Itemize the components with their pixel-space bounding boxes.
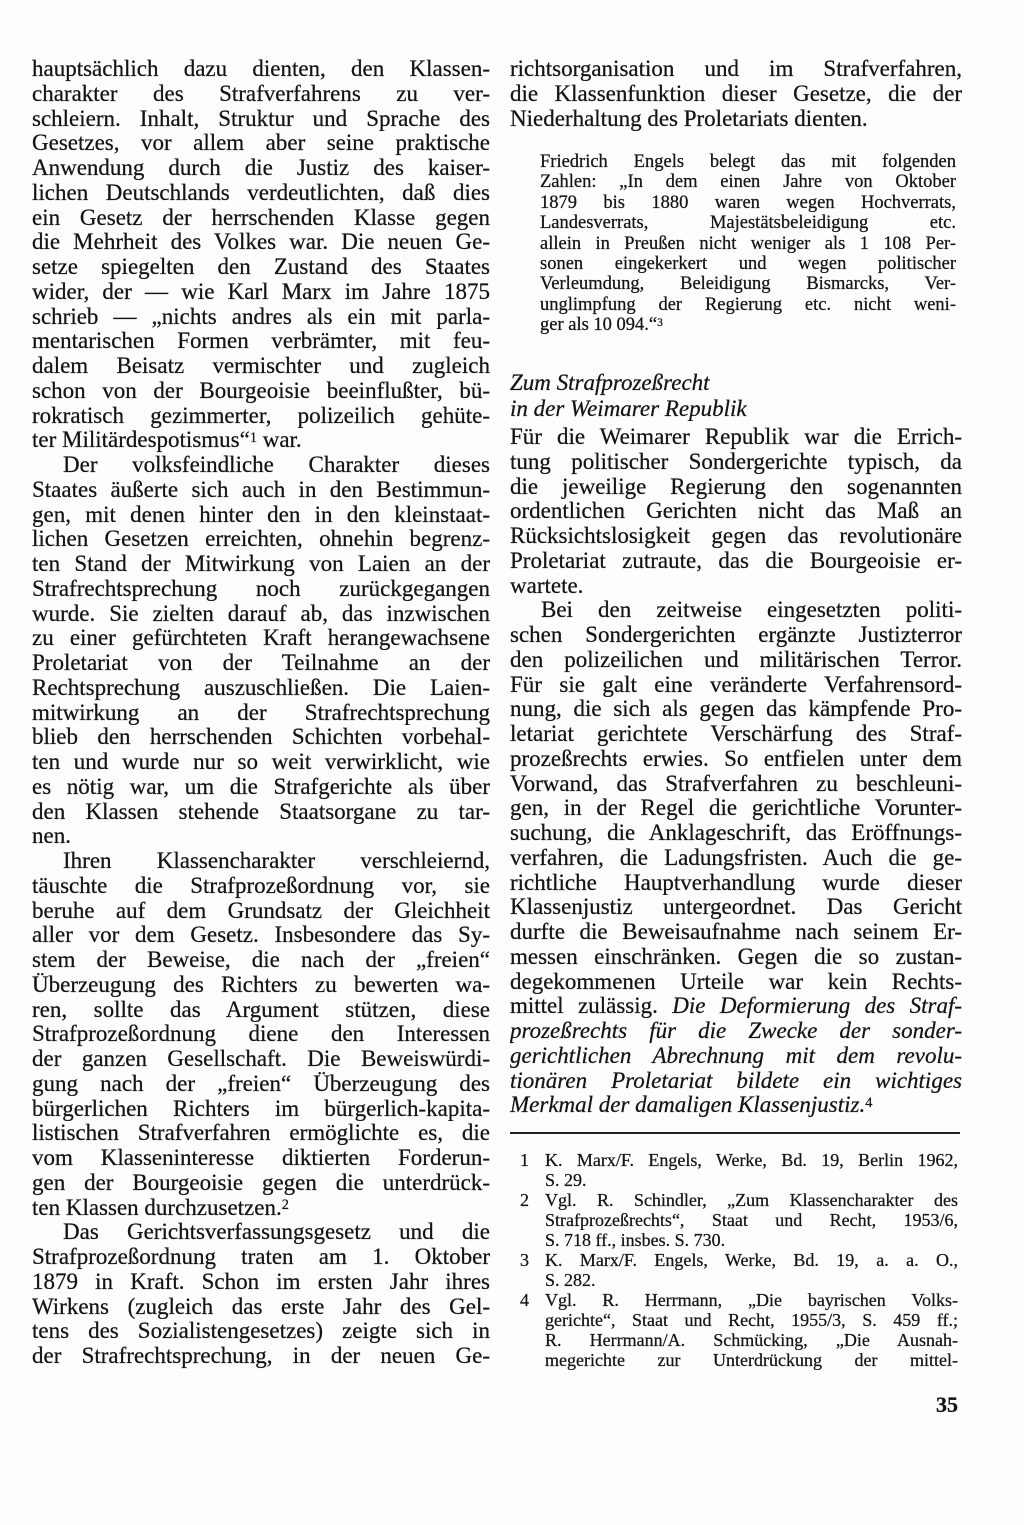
text-line: beruhe auf dem Grundsatz der Gleichheit bbox=[32, 898, 490, 923]
text-line: gen, mit denen hinter den in den kleinstaat- bbox=[32, 502, 490, 527]
text-line: Der volksfeindliche Charakter dieses bbox=[63, 453, 490, 477]
text-line bbox=[510, 1019, 962, 1044]
text-line: ein Gesetz der herrschenden Klasse gegen bbox=[32, 205, 490, 230]
text-line: Rechtsprechung auszuschließen. Die Laien- bbox=[32, 675, 490, 700]
text-line: Friedrich Engels belegt das mit folgenden bbox=[540, 152, 956, 172]
text-line: schon von der Bourgeoisie beeinflußter, bü- bbox=[32, 378, 490, 403]
text-line: hauptsächlich dazu dienten, den Klassen- bbox=[32, 57, 490, 81]
footnote-number: 4 bbox=[520, 1290, 529, 1310]
text-line: Vgl. R. Herrmann, „Die bayrischen Volks- bbox=[545, 1290, 958, 1310]
paragraph bbox=[32, 453, 490, 849]
text-line: bürgerlichen Richters im bürgerlich-kapita- bbox=[32, 1096, 490, 1121]
italic-text: Merkmal der damaligen Klassenjustiz. bbox=[510, 1093, 866, 1118]
text-line: der Strafrechtsprechung, in der neuen Ge- bbox=[32, 1344, 490, 1368]
text-line: in der Weimarer Republik bbox=[510, 395, 747, 421]
text-line: R. Herrmann/A. Schmücking, „Die Ausnah- bbox=[545, 1330, 958, 1350]
text-line: Proletariat von der Teilnahme an der bbox=[32, 651, 490, 675]
text-line: dalem Beisatz vermischter und zugleich bbox=[32, 354, 490, 378]
footnote bbox=[510, 1150, 958, 1190]
text-line: Für die Weimarer Republik war die Errich- bbox=[510, 425, 962, 449]
text-line: gen, in der Regel die gerichtliche Vorunter- bbox=[510, 796, 962, 821]
text-line: Strafprozeßordnung diene den Interessen bbox=[32, 1022, 490, 1047]
text-line: allein in Preußen nicht weniger als 1 108 Per- bbox=[540, 233, 956, 254]
footnote-reference: 3 bbox=[657, 316, 663, 329]
footnote-number: 1 bbox=[520, 1150, 529, 1170]
text-line: Landesverrats, Majestätsbeleidigung etc. bbox=[540, 213, 956, 234]
text-line: degekommenen Urteile war kein Rechts- bbox=[510, 969, 962, 994]
italic-text: Die Deformierung des Straf- bbox=[672, 994, 962, 1019]
text-line: S. 29. bbox=[545, 1170, 587, 1190]
text-line: blieb den herrschenden Schichten vorbehal- bbox=[32, 725, 490, 750]
text-line: letariat gerichtete Verschärfung des Straf- bbox=[510, 722, 962, 746]
italic-text: prozeßrechts für die Zwecke der sonder- bbox=[510, 1019, 962, 1043]
paragraph bbox=[510, 57, 962, 131]
text-line: mentarischen Formen verbrämter, mit feu- bbox=[32, 329, 490, 354]
text-line: verfahren, die Ladungsfristen. Auch die ge- bbox=[510, 845, 962, 870]
text-segment: mittel zulässig. bbox=[510, 994, 673, 1019]
text-line: Für sie galt eine veränderte Verfahrensord- bbox=[510, 672, 962, 697]
text-line: K. Marx/F. Engels, Werke, Bd. 19, Berlin 1962, bbox=[545, 1150, 958, 1170]
text-line: es nötig war, um die Strafgerichte als über bbox=[32, 774, 490, 799]
text-line: ordentlichen Gerichten nicht das Maß an bbox=[510, 499, 962, 524]
right-column-body bbox=[510, 425, 962, 1118]
text-line: die jeweilige Regierung den sogenannten bbox=[510, 474, 962, 499]
text-line: wurde. Sie zielten darauf ab, das inzwischen bbox=[32, 601, 490, 626]
text-line: tens des Sozialistengesetzes) zeigte sich in bbox=[32, 1319, 490, 1344]
text-line: Überzeugung des Richters zu bewerten wa- bbox=[32, 972, 490, 997]
text-line: die Klassenfunktion dieser Gesetze, die der bbox=[510, 81, 962, 106]
text-segment: ger als 10 094.“ bbox=[540, 315, 658, 336]
paragraph bbox=[510, 425, 962, 598]
text-line bbox=[32, 1196, 490, 1221]
text-line: nen. bbox=[32, 824, 71, 849]
text-line: Strafprozeßrechts“, Staat und Recht, 1953/6, bbox=[545, 1210, 958, 1230]
text-line: richtsorganisation und im Strafverfahren, bbox=[510, 57, 962, 81]
text-line: ten Stand der Mitwirkung von Laien an der bbox=[32, 552, 490, 576]
text-line: tung politischer Sondergerichte typisch, da bbox=[510, 449, 962, 474]
italic-text: tionären Proletariat bildete ein wichtiges bbox=[510, 1068, 962, 1093]
text-segment: ter Militärdespotismus“ bbox=[32, 428, 250, 453]
text-segment: war. bbox=[256, 428, 302, 453]
text-line: gen der Bourgeoisie gegen die unterdrück- bbox=[32, 1170, 490, 1195]
text-line bbox=[510, 1093, 962, 1118]
text-line: charakter des Strafverfahrens zu ver- bbox=[32, 81, 490, 106]
text-line: die Mehrheit des Volkes war. Die neuen Ge- bbox=[32, 230, 490, 255]
page-number: 35 bbox=[936, 1392, 958, 1417]
text-line: unglimpfung der Regierung etc. nicht weni- bbox=[540, 294, 956, 315]
text-line: den polizeilichen und militärischen Terror. bbox=[510, 647, 962, 672]
text-line: gerichte“, Staat und Recht, 1955/3, S. 459 ff.; bbox=[545, 1310, 958, 1330]
text-segment: ten Klassen durchzusetzen. bbox=[32, 1195, 282, 1220]
text-line: 1879 in Kraft. Schon im ersten Jahr ihres bbox=[32, 1269, 490, 1294]
text-line: K. Marx/F. Engels, Werke, Bd. 19, a. a. O., bbox=[545, 1250, 958, 1270]
text-line: wartete. bbox=[510, 573, 584, 598]
text-line bbox=[540, 315, 956, 335]
text-line: lichen Deutschlands verdeutlichten, daß dies bbox=[32, 180, 490, 205]
italic-text: gerichtlichen Abrechnung mit dem revolu- bbox=[510, 1043, 962, 1068]
text-line: täuschte die Strafprozeßordnung vor, sie bbox=[32, 873, 490, 898]
section-heading bbox=[510, 370, 962, 421]
text-line: schleiern. Inhalt, Struktur und Sprache des bbox=[32, 106, 490, 131]
text-line: messen einschränken. Gegen die so zustan- bbox=[510, 944, 962, 969]
text-line: durfte die Beweisaufnahme nach seinem Er- bbox=[510, 920, 962, 944]
text-line: megerichte zur Unterdrückung der mittel- bbox=[545, 1350, 958, 1370]
text-line: Wirkens (zugleich das erste Jahr des Gel- bbox=[32, 1294, 490, 1319]
text-line: den Klassen stehende Staatsorgane zu tar- bbox=[32, 799, 490, 824]
footnote-number: 2 bbox=[520, 1190, 529, 1210]
text-line: zu einer gefürchteten Kraft herangewachsene bbox=[32, 626, 490, 651]
text-line bbox=[510, 1069, 962, 1094]
text-line: schen Sondergerichten ergänzte Justizterror bbox=[510, 623, 962, 647]
text-line: mitwirkung an der Strafrechtsprechung bbox=[32, 700, 490, 725]
text-line: Vgl. R. Schindler, „Zum Klassencharakter des bbox=[545, 1190, 958, 1210]
text-line: aller vor dem Gesetz. Insbesondere das Sy- bbox=[32, 923, 490, 948]
paragraph bbox=[32, 57, 490, 453]
text-line: Klassenjustiz untergeordnet. Das Gericht bbox=[510, 895, 962, 920]
text-line bbox=[510, 1044, 962, 1069]
footnote-text bbox=[545, 1290, 958, 1370]
text-line: vom Klasseninteresse diktierten Forderun- bbox=[32, 1146, 490, 1170]
text-line: Verleumdung, Beleidigung Bismarcks, Ver- bbox=[540, 274, 956, 295]
text-line: Staates äußerte sich auch in den Bestimmun- bbox=[32, 477, 490, 502]
text-line: Strafrechtsprechung noch zurückgegangen bbox=[32, 576, 490, 601]
footnote bbox=[510, 1250, 958, 1290]
text-line: Ihren Klassencharakter verschleiernd, bbox=[63, 849, 490, 873]
text-line: ten und wurde nur so weit verwirklicht, wie bbox=[32, 750, 490, 774]
text-line bbox=[32, 428, 490, 453]
text-line: Zahlen: „In dem einen Jahre von Oktober bbox=[540, 172, 956, 193]
text-line: gung nach der „freien“ Überzeugung des bbox=[32, 1071, 490, 1096]
text-line: Niederhaltung des Proletariats dienten. bbox=[510, 106, 868, 131]
paragraph bbox=[510, 598, 962, 1118]
text-line: Gesetzes, vor allem aber seine praktische bbox=[32, 131, 490, 156]
footnote-text bbox=[545, 1190, 958, 1250]
text-line: Das Gerichtsverfassungsgesetz und die bbox=[63, 1220, 490, 1245]
left-column bbox=[32, 57, 490, 1369]
footnote-text bbox=[545, 1150, 958, 1190]
text-line: lichen Gesetzen erreichten, ohnehin begrenz- bbox=[32, 527, 490, 552]
text-line: Zum Strafprozeßrecht bbox=[510, 370, 710, 395]
text-line: S. 718 ff., insbes. S. 730. bbox=[545, 1230, 726, 1250]
text-line: schrieb — „nichts andres als ein mit parla- bbox=[32, 304, 490, 329]
footnote-rule bbox=[510, 1132, 960, 1134]
text-line bbox=[510, 994, 962, 1019]
quotation-block bbox=[540, 152, 956, 336]
text-line: Proletariat zutraute, das die Bourgeoisie er- bbox=[510, 548, 962, 573]
text-line: sonen eingekerkert und wegen politischer bbox=[540, 253, 956, 274]
footnote bbox=[510, 1190, 958, 1250]
footnote-reference: 4 bbox=[865, 1094, 873, 1111]
text-line: Rücksichtslosigkeit gegen das revolutionäre bbox=[510, 524, 962, 548]
footnote-reference: 2 bbox=[281, 1196, 289, 1213]
text-line: wider, der — wie Karl Marx im Jahre 1875 bbox=[32, 279, 490, 304]
text-line: 1879 bis 1880 waren wegen Hochverrats, bbox=[540, 192, 956, 213]
footnote-text bbox=[545, 1250, 958, 1290]
paragraph bbox=[32, 1220, 490, 1369]
text-line: der ganzen Gesellschaft. Die Beweiswürdi- bbox=[32, 1047, 490, 1071]
text-line: Strafprozeßordnung traten am 1. Oktober bbox=[32, 1245, 490, 1269]
footnote bbox=[510, 1290, 958, 1370]
text-line: Bei den zeitweise eingesetzten politi- bbox=[541, 598, 962, 623]
text-line: nung, die sich als gegen das kämpfende Pro- bbox=[510, 697, 962, 722]
text-line: prozeßrechts erwies. So entfielen unter dem bbox=[510, 746, 962, 771]
footnotes bbox=[510, 1150, 958, 1370]
text-line: stem der Beweise, die nach der „freien“ bbox=[32, 948, 490, 972]
text-line: setze spiegelten den Zustand des Staates bbox=[32, 255, 490, 279]
footnote-number: 3 bbox=[520, 1250, 529, 1270]
paragraph bbox=[32, 849, 490, 1220]
footnote-reference: 1 bbox=[249, 429, 257, 446]
text-line: Vorwand, das Strafverfahren zu beschleuni- bbox=[510, 771, 962, 796]
text-line: S. 282. bbox=[545, 1270, 596, 1290]
text-line: richtliche Hauptverhandlung wurde dieser bbox=[510, 870, 962, 895]
text-line: listischen Strafverfahren ermöglichte es, die bbox=[32, 1121, 490, 1146]
text-line: rokratisch gezimmerter, polizeilich gehüte- bbox=[32, 403, 490, 428]
text-line: ren, sollte das Argument stützen, diese bbox=[32, 997, 490, 1022]
text-line: suchung, die Anklageschrift, das Eröffnungs- bbox=[510, 821, 962, 845]
text-line: Anwendung durch die Justiz des kaiser- bbox=[32, 156, 490, 180]
